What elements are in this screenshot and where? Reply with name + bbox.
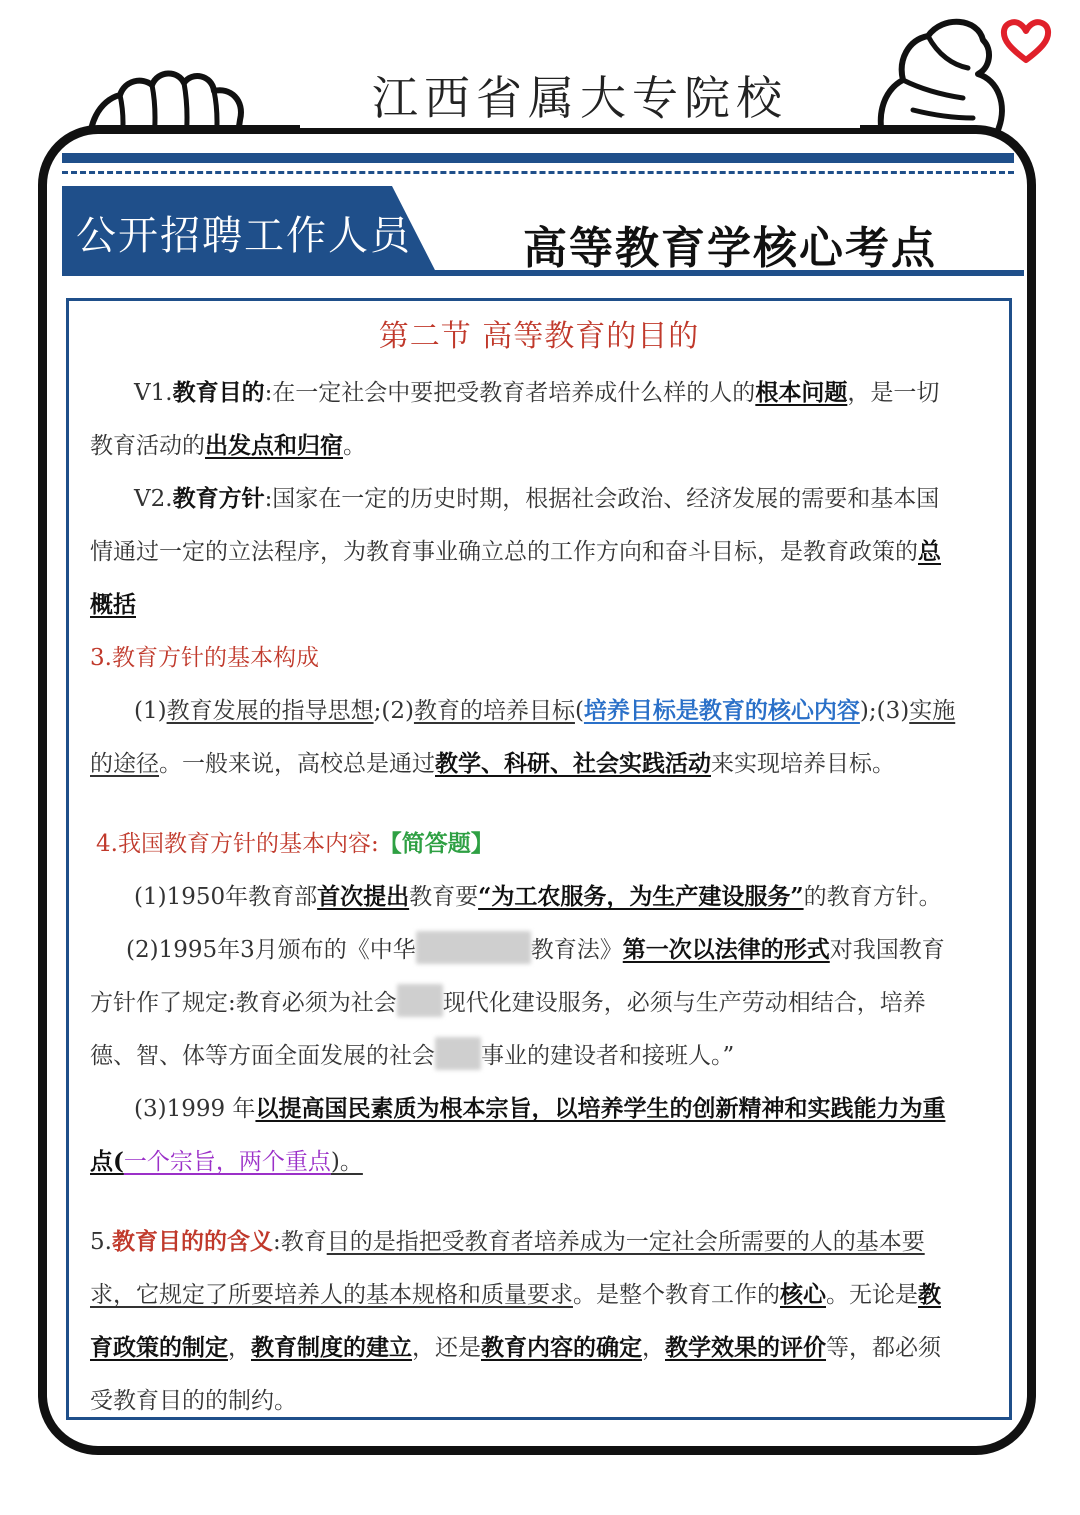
header-bar [62, 153, 1014, 163]
text-line: V1.教育目的:在一定社会中要把受教育者培养成什么样的人的根本问题，是一切 [134, 379, 940, 406]
text-line: 求，它规定了所要培养人的基本规格和质量要求。是整个教育工作的核心。无论是教 [90, 1281, 941, 1308]
school-title: 江西省属大专院校 [300, 62, 860, 128]
text-line: (3)1999 年以提高国民素质为根本宗旨，以培养学生的创新精神和实践能力为重 [134, 1095, 946, 1122]
text-line: (1)教育发展的指导思想;(2)教育的培养目标(培养目标是教育的核心内容);(3)实施 [134, 697, 956, 724]
text-line: 育政策的制定，教育制度的建立，还是教育内容的确定，教学效果的评价等，都必须 [90, 1334, 941, 1361]
text-line: 德、智、体等方面全面发展的社会 事业的建设者和接班人。” [90, 1037, 734, 1070]
section-title: 第二节 高等教育的目的 [378, 319, 700, 354]
subheading: 3.教育方针的基本构成 [90, 645, 319, 671]
subheading: 4.我国教育方针的基本内容:【简答题】 [96, 830, 494, 857]
banner-text: 公开招聘工作人员 [76, 213, 412, 259]
text-line: 的途径。一般来说，高校总是通过教学、科研、社会实践活动来实现培养目标。 [90, 750, 895, 777]
text-line: (1)1950年教育部首次提出教育要“为工农服务，为生产建设服务”的教育方针。 [134, 883, 942, 910]
header-dashed-divider [62, 171, 1014, 174]
text-line: 5.教育目的的含义:教育目的是指把受教育者培养成为一定社会所需要的人的基本要 [90, 1228, 925, 1255]
heart-icon [1000, 18, 1052, 64]
text-line: 情通过一定的立法程序，为教育事业确立总的工作方向和奋斗目标，是教育政策的总 [90, 538, 941, 565]
text-line: V2.教育方针:国家在一定的历史时期，根据社会政治、经济发展的需要和基本国 [134, 485, 940, 512]
subject-title: 高等教育学核心考点 [523, 223, 937, 274]
text-line: 点(一个宗旨，两个重点)。 [90, 1148, 363, 1175]
text-line: 教育活动的出发点和归宿。 [90, 432, 366, 459]
text-line: 概括 [90, 591, 136, 618]
text-line: 方针作了规定:教育必须为社会 现代化建设服务，必须与生产劳动相结合，培养 [90, 984, 926, 1017]
text-line: 受教育目的的制约。 [90, 1388, 297, 1414]
text-line: (2)1995年3月颁布的《中华 教育法》第一次以法律的形式对我国教育 [126, 931, 945, 964]
